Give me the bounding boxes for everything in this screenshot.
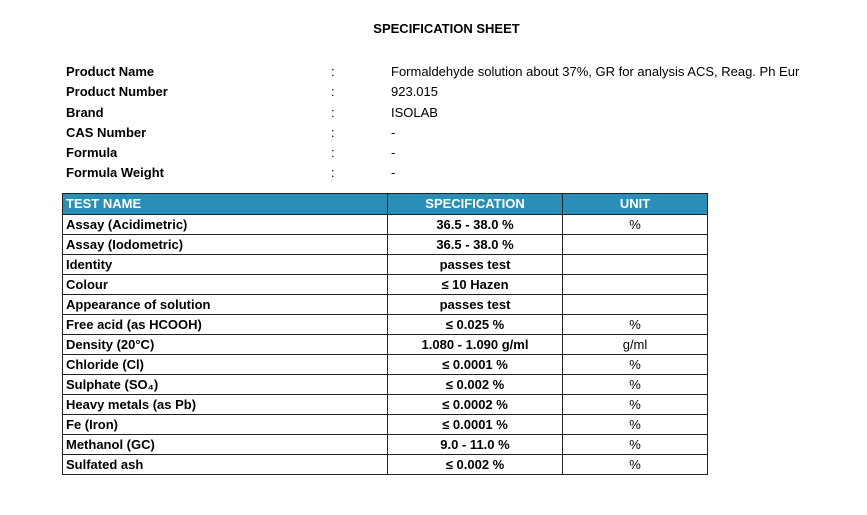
- info-colon: :: [331, 165, 335, 181]
- specification-table: [62, 193, 708, 475]
- unit-cell: %: [563, 455, 708, 475]
- specification-cell: passes test: [388, 255, 563, 275]
- info-colon: :: [331, 145, 335, 161]
- info-colon: :: [331, 104, 335, 120]
- test-name-cell: Heavy metals (as Pb): [63, 395, 388, 415]
- table-row: [63, 375, 708, 395]
- unit-cell: %: [563, 355, 708, 375]
- test-name-cell: Appearance of solution: [63, 295, 388, 315]
- info-value: Formaldehyde solution about 37%, GR for analysis ACS, Reag. Ph Eur: [391, 64, 800, 79]
- info-label: CAS Number: [66, 124, 147, 140]
- info-label: Product Name: [66, 64, 155, 79]
- test-name-cell: Assay (Acidimetric): [63, 215, 388, 235]
- document-title: SPECIFICATION SHEET: [373, 21, 520, 36]
- specification-cell: 36.5 - 38.0 %: [388, 235, 563, 255]
- info-colon: :: [331, 84, 335, 100]
- info-colon: :: [331, 124, 335, 140]
- table-row: [63, 235, 708, 255]
- specification-cell: passes test: [388, 295, 563, 315]
- unit-cell: %: [563, 375, 708, 395]
- test-name-cell: Sulphate (SO₄): [63, 375, 388, 395]
- specification-cell: ≤ 0.002 %: [388, 455, 563, 475]
- unit-cell: g/ml: [563, 335, 708, 355]
- info-label: Formula: [66, 145, 118, 161]
- info-value: -: [391, 165, 396, 181]
- table-row: [63, 355, 708, 375]
- table-row: [63, 295, 708, 315]
- unit-cell: [563, 275, 708, 295]
- table-row: [63, 435, 708, 455]
- unit-cell: %: [563, 215, 708, 235]
- test-name-cell: Chloride (Cl): [63, 355, 388, 375]
- test-name-cell: Methanol (GC): [63, 435, 388, 455]
- header-unit: UNIT: [563, 194, 708, 215]
- unit-cell: %: [563, 415, 708, 435]
- unit-cell: %: [563, 315, 708, 335]
- specification-cell: ≤ 0.0001 %: [388, 355, 563, 375]
- table-row: [63, 255, 708, 275]
- specification-cell: ≤ 10 Hazen: [388, 275, 563, 295]
- test-name-cell: Density (20°C): [63, 335, 388, 355]
- info-label: Product Number: [66, 84, 168, 100]
- specification-cell: ≤ 0.025 %: [388, 315, 563, 335]
- table-row: [63, 415, 708, 435]
- info-value: 923.015: [391, 84, 438, 100]
- table-row: [63, 215, 708, 235]
- info-value: -: [391, 124, 396, 140]
- unit-cell: [563, 235, 708, 255]
- unit-cell: %: [563, 395, 708, 415]
- test-name-cell: Identity: [63, 255, 388, 275]
- test-name-cell: Assay (Iodometric): [63, 235, 388, 255]
- specification-cell: 36.5 - 38.0 %: [388, 215, 563, 235]
- table-header-row: [63, 194, 708, 215]
- specification-cell: ≤ 0.002 %: [388, 375, 563, 395]
- specification-cell: 1.080 - 1.090 g/ml: [388, 335, 563, 355]
- table-row: [63, 395, 708, 415]
- header-specification: SPECIFICATION: [388, 194, 563, 215]
- table-row: [63, 335, 708, 355]
- specification-cell: ≤ 0.0002 %: [388, 395, 563, 415]
- test-name-cell: Free acid (as HCOOH): [63, 315, 388, 335]
- info-label: Brand: [66, 104, 104, 120]
- info-colon: :: [331, 64, 335, 79]
- info-label: Formula Weight: [66, 165, 164, 181]
- unit-cell: [563, 255, 708, 275]
- test-name-cell: Sulfated ash: [63, 455, 388, 475]
- info-value: ISOLAB: [391, 104, 438, 120]
- header-test-name: TEST NAME: [63, 194, 388, 215]
- specification-cell: 9.0 - 11.0 %: [388, 435, 563, 455]
- test-name-cell: Fe (Iron): [63, 415, 388, 435]
- info-value: -: [391, 145, 396, 161]
- test-name-cell: Colour: [63, 275, 388, 295]
- table-row: [63, 275, 708, 295]
- unit-cell: %: [563, 435, 708, 455]
- unit-cell: [563, 295, 708, 315]
- table-row: [63, 315, 708, 335]
- specification-cell: ≤ 0.0001 %: [388, 415, 563, 435]
- table-row: [63, 455, 708, 475]
